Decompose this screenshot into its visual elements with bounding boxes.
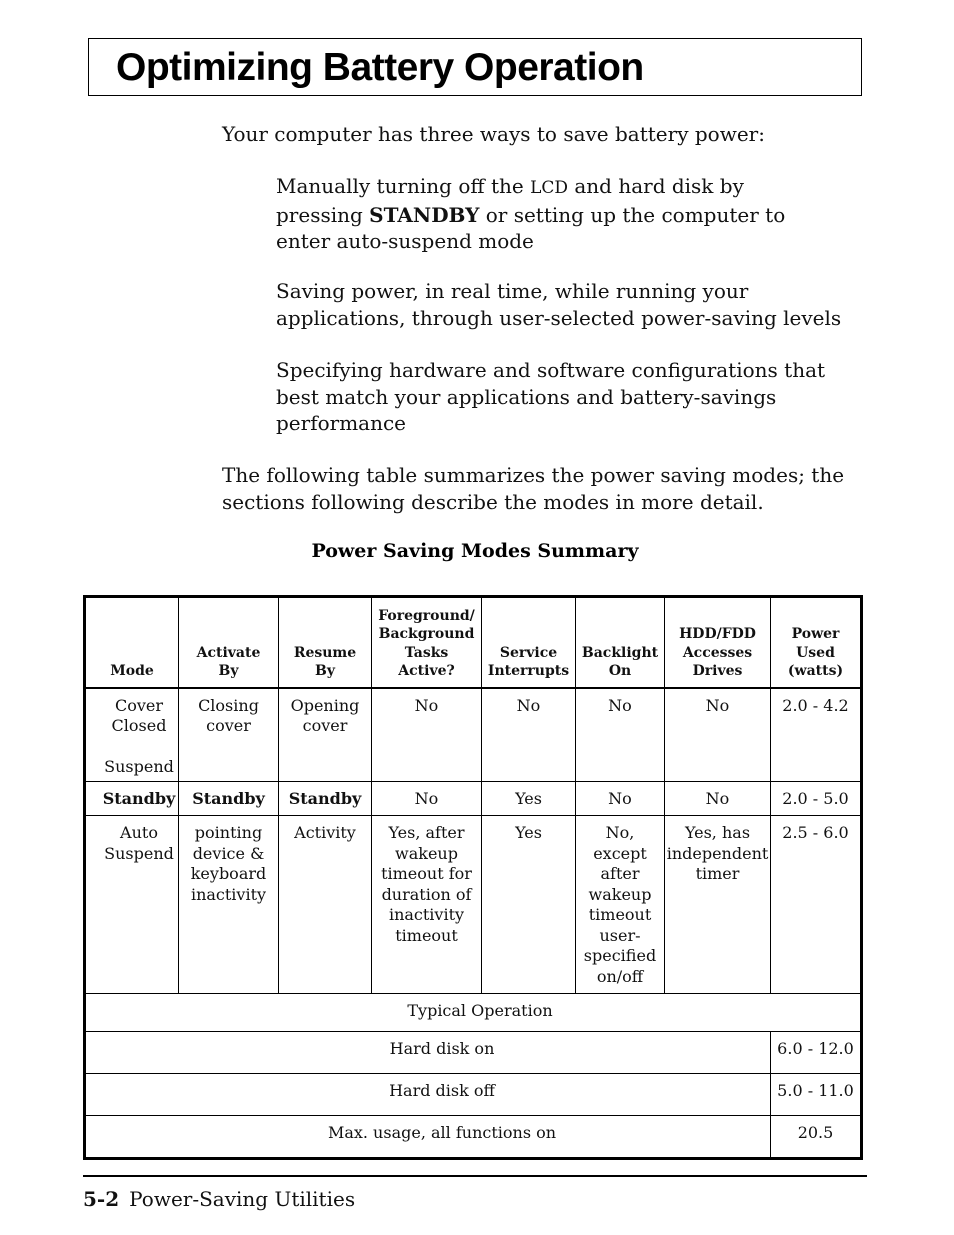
cell-line: inactivity: [190, 884, 267, 904]
cell-line: after: [600, 864, 640, 883]
cell-line: Standby: [288, 789, 362, 808]
cell-line: specified: [583, 946, 657, 965]
cell-interrupts: [482, 688, 576, 782]
table-row-max-usage: [85, 1116, 862, 1159]
cell-line: 2.5 - 6.0: [782, 823, 849, 842]
cell-line: Suspend: [104, 843, 174, 863]
cell-line: No,: [605, 823, 635, 842]
cell-hdd: [665, 688, 771, 782]
header-hdd: [665, 597, 771, 688]
table-row-hard-disk-off: [85, 1074, 862, 1116]
cell-line: timeout: [395, 925, 458, 945]
cell-line: Backlight: [581, 644, 659, 661]
page-footer: [83, 1187, 355, 1211]
cell-line: Service: [499, 644, 558, 661]
footer-rule: [83, 1175, 867, 1177]
cell-tasks: [372, 688, 482, 782]
header-tasks: [372, 597, 482, 688]
table-row-hard-disk-on: [85, 1032, 862, 1074]
cell-resume: [279, 816, 372, 994]
cell-resume: [279, 782, 372, 816]
header-backlight: [576, 597, 665, 688]
cell-line: On: [608, 663, 632, 679]
cell-line: pointing: [194, 823, 263, 842]
cell-line: Interrupts: [487, 663, 570, 679]
cell-line: duration of: [381, 884, 472, 904]
power-modes-table: [83, 595, 863, 1160]
cell-line: Activity: [294, 823, 356, 842]
cell-line: Standby: [192, 789, 265, 808]
table-header-row: [85, 597, 862, 688]
cell-line: By: [315, 663, 335, 679]
page-title-box: [88, 38, 862, 96]
cell-line: No: [608, 789, 632, 808]
cell-line: Cover: [114, 695, 164, 715]
cell-line: Auto: [120, 823, 158, 842]
cell-line: Yes: [515, 789, 542, 808]
cell-hdd: [665, 782, 771, 816]
page-number: 5-2: [83, 1187, 120, 1211]
cell-line: Yes, has: [684, 823, 751, 842]
cell-line: cover: [302, 716, 348, 735]
cell-typical-label: Hard disk on: [85, 1032, 771, 1074]
cell-line: except: [593, 843, 647, 863]
cell-line: (watts): [787, 663, 844, 679]
cell-activate: [179, 782, 279, 816]
cell-hdd: [665, 816, 771, 994]
cell-mode: [85, 782, 179, 816]
cell-line: Closing: [198, 695, 259, 715]
cell-line: 2.0 - 5.0: [782, 789, 849, 808]
cell-typical-label: Max. usage, all functions on: [85, 1116, 771, 1159]
cell-line: Accesses: [682, 644, 753, 661]
cell-line: No: [705, 695, 730, 715]
cell-power: [771, 688, 862, 782]
cell-backlight: [576, 816, 665, 994]
method-realtime: Saving power, in real time, while running your applications, through user-selected power-saving levels: [276, 279, 842, 330]
cell-activate: [179, 816, 279, 994]
cell-line: Power: [791, 626, 840, 642]
cell-line: Background: [378, 626, 475, 642]
cell-line: Drives: [692, 663, 743, 679]
cell-line: inactivity: [388, 905, 465, 924]
cell-line: Tasks: [404, 644, 449, 661]
cell-line: Active?: [398, 663, 455, 679]
cell-line: timer: [695, 864, 740, 883]
cell-backlight: [576, 688, 665, 782]
page-title: Optimizing Battery Operation: [116, 46, 644, 89]
cell-line: Standby: [102, 789, 176, 808]
cell-line: 2.0 - 4.2: [782, 695, 849, 715]
cell-line: By: [218, 663, 239, 679]
cell-interrupts: [482, 816, 576, 994]
section-name: Power-Saving Utilities: [129, 1187, 356, 1211]
cell-line: No: [608, 695, 632, 715]
cell-line: user-: [599, 925, 641, 945]
cell-backlight: [576, 782, 665, 816]
table-row-auto-suspend: [85, 816, 862, 994]
cell-line: Suspend: [104, 757, 174, 776]
header-mode: [85, 597, 179, 688]
cell-line: Yes, after: [388, 823, 465, 842]
method-manual-standby: [276, 173, 836, 255]
cell-power: 20.5: [771, 1116, 862, 1159]
cell-line: independent: [666, 843, 769, 863]
cell-line: Resume: [293, 644, 357, 661]
cell-mode: [85, 816, 179, 994]
cell-line: cover: [206, 716, 251, 735]
cell-line: HDD/FDD: [679, 626, 756, 642]
standby-key: STANDBY: [369, 202, 480, 227]
text-segment: Manually turning off the: [276, 174, 531, 198]
cell-line: device &: [192, 843, 265, 863]
cell-mode: [85, 688, 179, 782]
cell-line: Closed: [111, 716, 167, 735]
summary-paragraph: The following table summarizes the power saving modes; the sections following describe the modes in more detail.: [222, 463, 845, 514]
typical-operation-label: Typical Operation: [85, 994, 862, 1032]
header-interrupts: [482, 597, 576, 688]
table-row-typical-operation: [85, 994, 862, 1032]
cell-line: on/off: [596, 966, 644, 986]
cell-line: Mode: [110, 663, 154, 679]
table-row-cover-closed: [85, 688, 862, 782]
cell-line: Opening: [290, 695, 360, 715]
cell-line: keyboard: [190, 864, 267, 883]
method-configuration: Specifying hardware and software configurations that best match your applications and battery-savings performance: [276, 358, 826, 435]
cell-power: 6.0 - 12.0: [771, 1032, 862, 1074]
cell-tasks: [372, 816, 482, 994]
cell-line: No: [414, 695, 439, 715]
table-row-standby: [85, 782, 862, 816]
cell-activate: [179, 688, 279, 782]
cell-line: Activate: [196, 644, 261, 661]
cell-line: No: [705, 789, 730, 808]
cell-line: timeout: [588, 905, 652, 924]
lcd-term: LCD: [530, 178, 568, 198]
table-title: Power Saving Modes Summary: [311, 540, 639, 562]
cell-resume: [279, 688, 372, 782]
cell-power: 5.0 - 11.0: [771, 1074, 862, 1116]
cell-power: [771, 816, 862, 994]
cell-tasks: [372, 782, 482, 816]
header-activate: [179, 597, 279, 688]
cell-line: Yes: [515, 823, 542, 842]
cell-line: Foreground/: [378, 607, 475, 624]
cell-interrupts: [482, 782, 576, 816]
cell-line: wakeup: [588, 884, 652, 904]
cell-line: timeout for: [381, 864, 472, 883]
cell-line: wakeup: [395, 843, 458, 863]
cell-line: No: [414, 789, 439, 808]
cell-line: No: [516, 695, 541, 715]
text-segment: or setting up the computer to enter auto-suspend mode: [276, 202, 786, 253]
cell-power: [771, 782, 862, 816]
text-segment: and hard disk by pressing: [276, 174, 744, 227]
intro-paragraph: Your computer has three ways to save battery power:: [222, 122, 765, 146]
cell-line: Used: [796, 644, 835, 661]
cell-typical-label: Hard disk off: [85, 1074, 771, 1116]
header-power: [771, 597, 862, 688]
header-resume: [279, 597, 372, 688]
